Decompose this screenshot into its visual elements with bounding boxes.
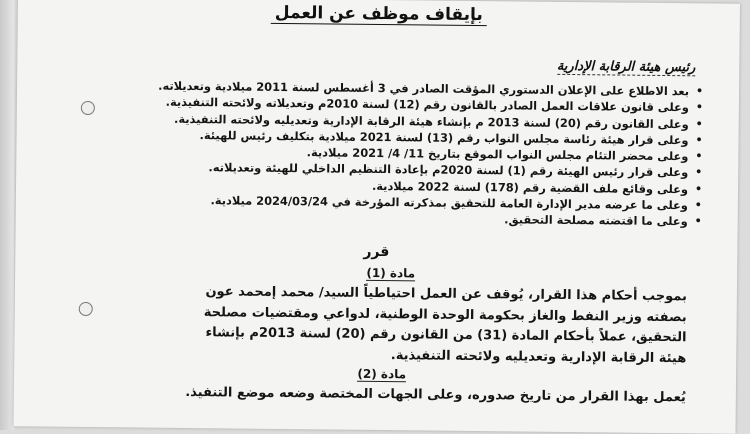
article-1-line: هيئة الرقابة الإدارية وتعديليه ولائحته التنفيذية. <box>390 347 687 366</box>
preamble-item: • وعلى قرار رئيس الهيئة رقم (1) لسنة 2020م بإعادة التنظيم الداخلي للهيئة وتعديلاته. <box>128 159 688 181</box>
article-2-label <box>357 367 406 382</box>
preamble-item: • وعلى ما عرضه مدير الإدارة العامة للتحقيق بمذكرته المؤرخة في 2024/03/24 ميلادية. <box>128 191 688 213</box>
preamble-item: • بعد الاطلاع على الإعلان الدستوري المؤقت الصادر في 3 أغسطس لسنة 2011 ميلادية وتعديلاته. <box>129 77 689 99</box>
punch-hole-top <box>81 101 95 115</box>
article-2-line: يُعمل بهذا القرار من تاريخ صدوره، وعلى الجهات المختصة وضعه موضع التنفيذ. <box>185 384 686 406</box>
article-2-body <box>126 382 686 408</box>
article-1-line: بموجب أحكام هذا القرار، يُوقف عن العمل احتياطياً السيد/ محمد إمحمد عون <box>205 284 687 305</box>
article-1-label-text: مادة (1) <box>366 265 416 281</box>
article-1-label <box>366 266 415 281</box>
article-1-body <box>126 281 687 369</box>
decision-heading-text: قرر <box>363 243 390 261</box>
document-title-text: بإيقاف موظف عن العمل <box>271 3 487 26</box>
punch-hole-bottom <box>79 302 93 316</box>
preamble-item: • وعلى ما اقتضته مصلحة التحقيق. <box>128 208 688 230</box>
preamble-item: • وعلى محضر التئام مجلس النواب الموقع بتاريخ 11/ 4/ 2021 ميلادية. <box>128 143 688 165</box>
decision-heading <box>15 240 737 264</box>
addressee-text: رئيس هيئة الرقابة الإدارية <box>556 58 696 76</box>
preamble-item: • وعلى وقائع ملف القضية رقم (178) لسنة 2022 ميلادية. <box>128 175 688 197</box>
page-left-edge <box>0 0 14 430</box>
article-1-line: التحقيق، عملاً بأحكام المادة (31) من القانون رقم (20) لسنة 2013م بإنشاء <box>205 325 687 346</box>
article-1-line: بصفته وزير النفط والغاز بحكومة الوحدة الوطنية، لدواعي ومقتضيات مصلحة <box>203 304 687 325</box>
preamble-item: • وعلى قرار هيئة رئاسة مجلس النواب رقم (13) لسنة 2021 ميلادية بتكليف رئيس للهيئة. <box>128 126 688 148</box>
preamble-item: • وعلى قانون علاقات العمل الصادر بالقانون رقم (12) لسنة 2010م وتعديلاته ولائحته التنفيذية. <box>129 94 689 116</box>
preamble-item: • وعلى القانون رقم (20) لسنة 2013 م بإنشاء هيئة الرقابة الإدارية وتعديليه ولائحته التنفيذية. <box>129 110 689 132</box>
document-title <box>18 0 740 28</box>
article-2-label-text: مادة (2) <box>357 366 407 382</box>
document-page <box>14 0 740 434</box>
addressee-heading <box>557 59 696 75</box>
preamble-list <box>128 77 706 230</box>
